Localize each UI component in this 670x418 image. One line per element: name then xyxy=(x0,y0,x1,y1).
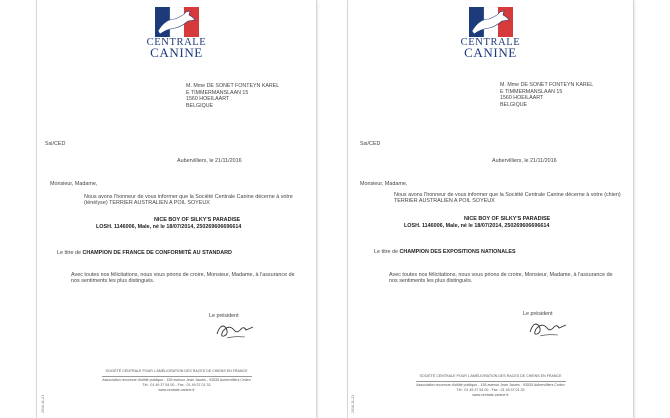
footer-divider xyxy=(102,376,252,377)
dog-name: NICE BOY OF SILKY'S PARADISE xyxy=(154,217,241,223)
address-line: 1560 HOEILAART xyxy=(500,95,544,102)
recipient-address xyxy=(500,82,593,108)
title-line xyxy=(374,249,516,255)
title-prefix: Le titre de xyxy=(374,249,400,255)
certificate-page-expositions xyxy=(348,0,633,418)
signature-icon xyxy=(528,316,568,338)
logo-text-bottom: CANINE xyxy=(150,45,203,60)
side-print-code: 2016-11-21 xyxy=(351,394,355,413)
letter-date: Aubervilliers, le 21/11/2016 xyxy=(492,158,557,164)
footer-line: www.centrale-canine.fr xyxy=(472,393,509,397)
intro-paragraph: Nous avons l'honneur de vous informer que la Société Centrale Canine décerne à votre (ténèlyse) TERRIER AUSTRALIEN A POIL SOYEUX xyxy=(84,194,293,207)
footer-divider xyxy=(416,381,566,382)
footer-line: SOCIÉTÉ CENTRALE POUR L'AMÉLIORATION DES RACES DE CHIENS EN FRANCE xyxy=(419,374,562,378)
footer-line: www.centrale-canine.fr xyxy=(158,388,195,392)
address-line: BELGIQUE xyxy=(186,102,214,109)
salutation: Monsieur, Madame, xyxy=(50,181,98,187)
signature-icon xyxy=(215,318,255,340)
champion-title: CHAMPION DE FRANCE DE CONFORMITÉ AU STANDARD xyxy=(82,250,232,256)
dog-registration: LOSH. 1146006, Male, né le 18/07/2014, 250269606696614 xyxy=(404,223,550,229)
logo-text-bottom: CANINE xyxy=(464,45,517,60)
letter-footer xyxy=(37,369,316,393)
address-line: M. Mme DE SONET FONTEYN KAREL xyxy=(500,82,594,88)
closing-paragraph: Avec toutes nos félicitations, nous vous prions de croire, Monsieur, Madame, à l'assurance de nos sentiments les plus distingués. xyxy=(389,272,613,285)
footer-line: Tél : 01 49 37 54 00 - Fax : 01 49 37 01 33 xyxy=(456,388,525,392)
champion-title: CHAMPION DES EXPOSITIONS NATIONALES xyxy=(399,249,516,255)
salutation: Monsieur, Madame, xyxy=(360,181,408,187)
logo-text-top: CENTRALE xyxy=(460,37,521,48)
logo-text-top: CENTRALE xyxy=(146,37,207,48)
footer-line: SOCIÉTÉ CENTRALE POUR L'AMÉLIORATION DES RACES DE CHIENS EN FRANCE xyxy=(105,369,248,373)
letter-footer xyxy=(348,374,633,398)
dog-registration: LOSH. 1146006, Male, né le 18/07/2014, 250269606696614 xyxy=(96,224,242,230)
intro-paragraph: Nous avons l'honneur de vous informer que la Société Centrale Canine décerne à votre (chien) TERRIER AUSTRALIEN A POIL SOYEUX xyxy=(394,192,621,205)
footer-line: Association reconnue d'utilité publique - 155 avenue Jean Jaurès - 93535 Aubervilliers Cedex xyxy=(102,378,251,382)
closing-paragraph: Avec toutes nos félicitations, nous vous prions de croire, Monsieur, Madame, à l'assurance de nos sentiments les plus distingués. xyxy=(71,272,295,285)
president-label: Le président xyxy=(523,311,553,317)
letter-date: Aubervilliers, le 21/11/2016 xyxy=(177,158,242,164)
footer-line: Association reconnue d'utilité publique - 155 avenue Jean Jaurès - 93535 Aubervilliers Cedex xyxy=(416,383,565,387)
certificate-page-conformite xyxy=(37,0,316,418)
title-line xyxy=(57,250,232,256)
centrale-canine-logo xyxy=(147,7,207,67)
dog-name: NICE BOY OF SILKY'S PARADISE xyxy=(464,216,551,222)
centrale-canine-logo xyxy=(461,7,521,67)
reference-code: Ssi/CED xyxy=(45,141,66,147)
president-label: Le président xyxy=(209,313,239,319)
address-line: M. Mme DE SONET FONTEYN KAREL xyxy=(186,83,280,89)
address-line: E TIMMERMANSLAAN 15 xyxy=(500,88,563,95)
side-print-code: 2016-11-21 xyxy=(41,394,45,413)
footer-line: Tél : 01 49 37 54 00 - Fax : 01 49 37 01 33 xyxy=(142,383,211,387)
title-prefix: Le titre de xyxy=(57,250,83,256)
recipient-address xyxy=(186,83,279,109)
reference-code: Ssi/CED xyxy=(360,141,381,147)
address-line: 1560 HOEILAART xyxy=(186,96,230,103)
address-line: BELGIQUE xyxy=(500,101,528,108)
dog-emblem-icon xyxy=(469,7,513,37)
dog-emblem-icon xyxy=(155,7,199,37)
address-line: E TIMMERMANSLAAN 15 xyxy=(186,89,249,96)
